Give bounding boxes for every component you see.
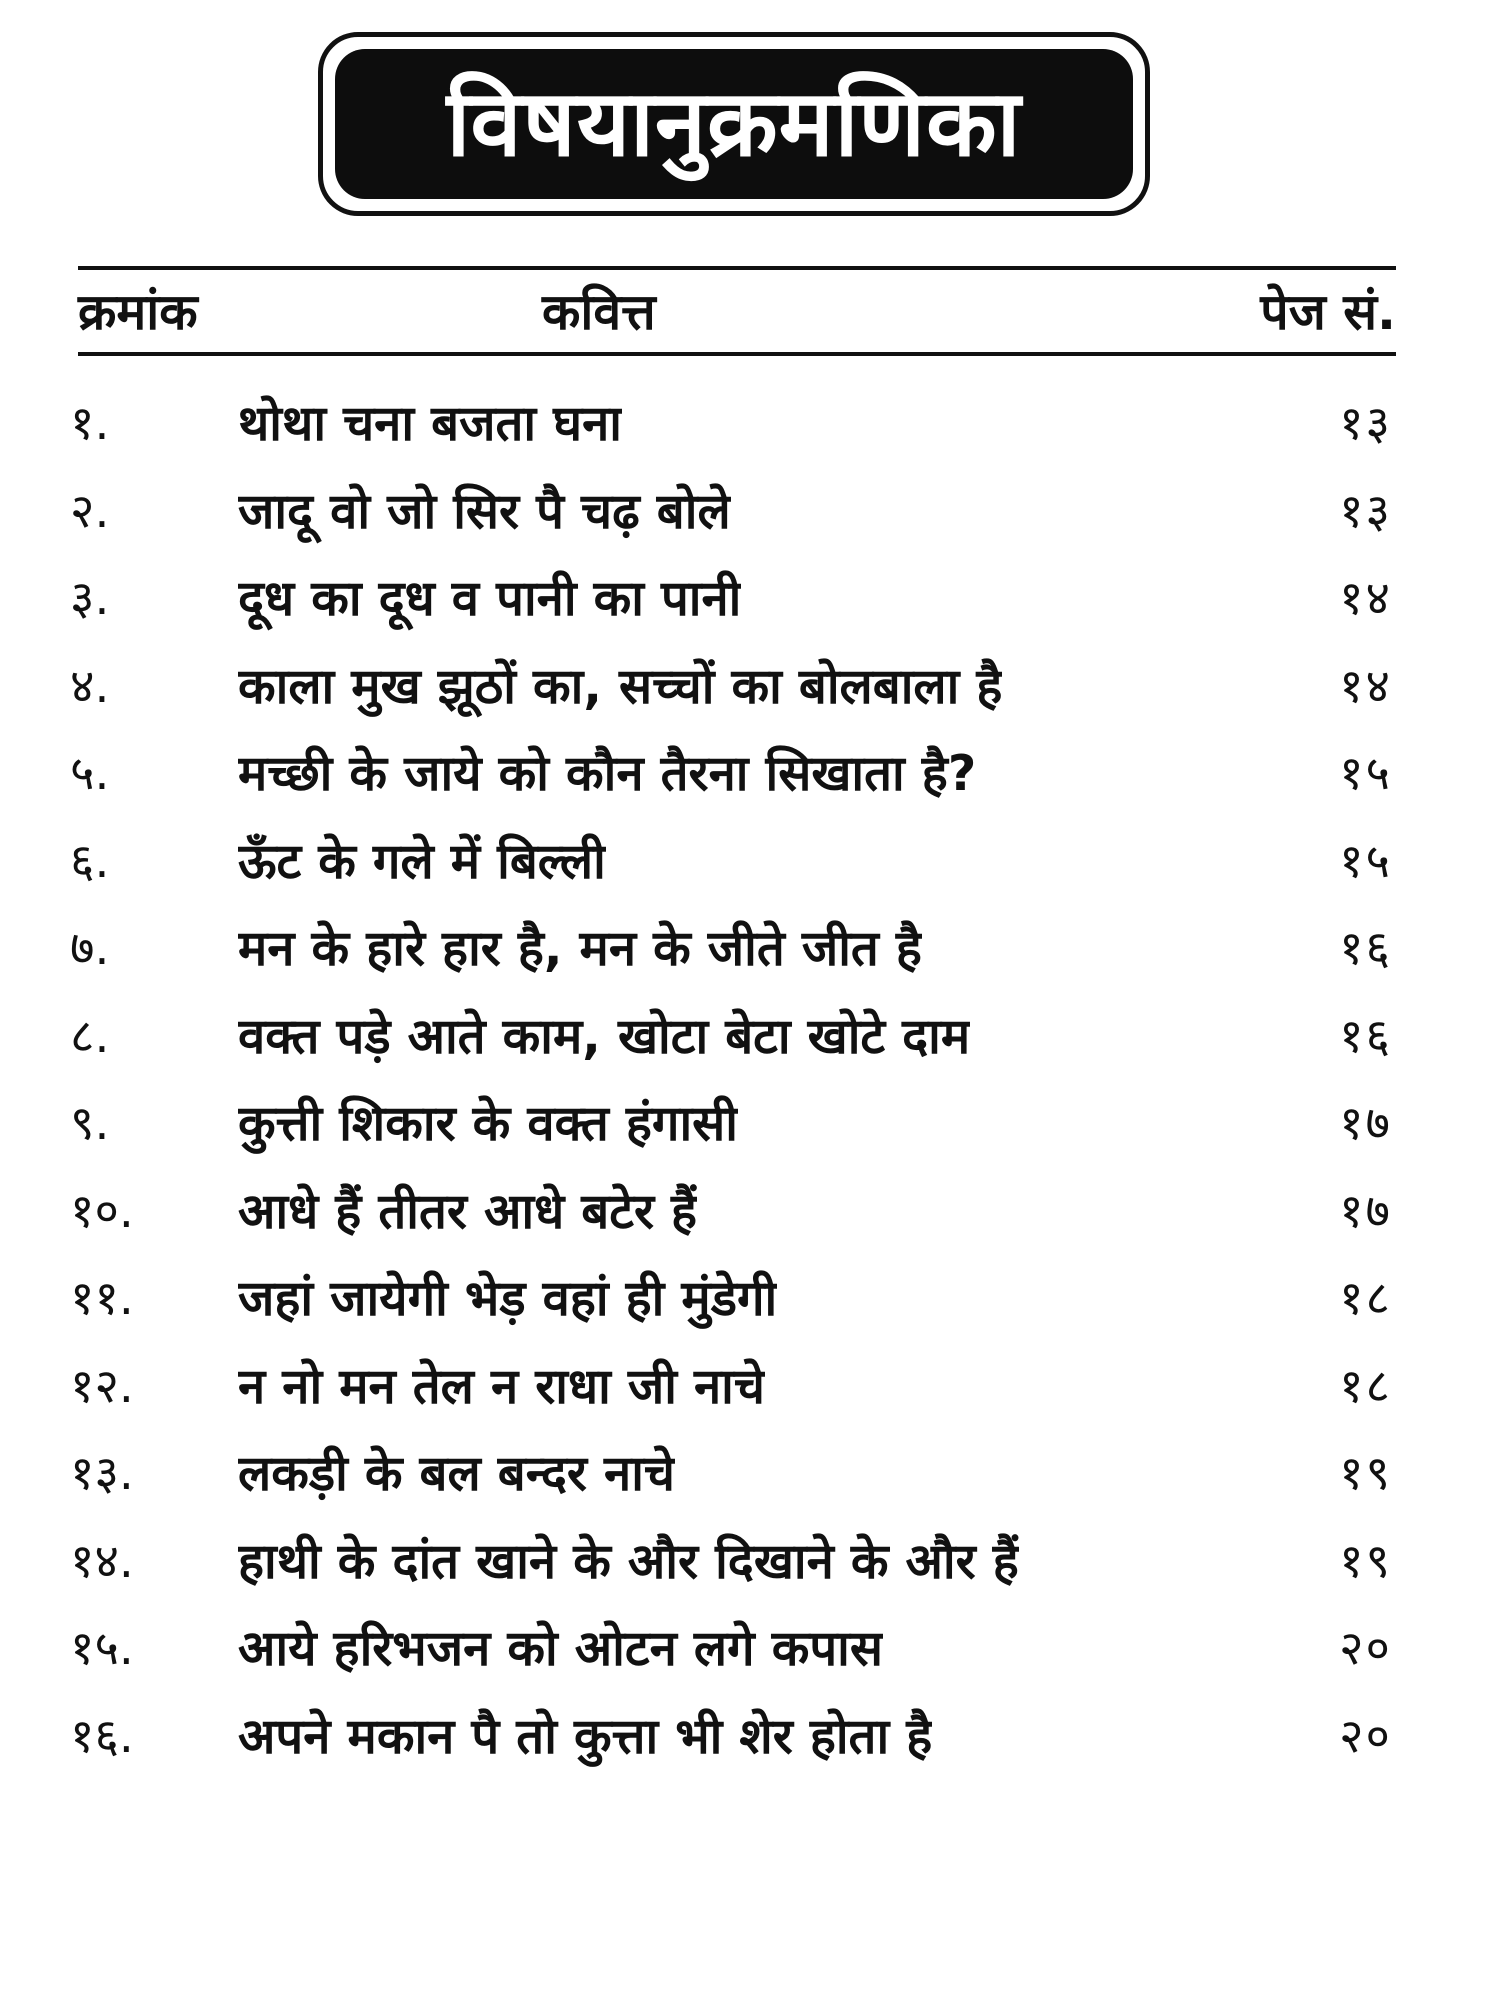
entry-number: ६. — [70, 833, 110, 889]
entry-title: ऊँट के गले में बिल्ली — [238, 832, 606, 890]
entry-title: मच्छी के जाये को कौन तैरना सिखाता है? — [238, 745, 977, 802]
entry-title: आधे हैं तीतर आधे बटेर हैं — [238, 1182, 698, 1240]
entry-page-number: १४ — [1339, 571, 1392, 626]
entry-number: ३. — [70, 571, 110, 626]
entry-title: जहां जायेगी भेड़ वहां ही मुंडेगी — [238, 1270, 778, 1327]
list-item — [70, 1168, 1392, 1256]
entry-page-number: १९ — [1339, 1533, 1392, 1589]
list-item — [70, 1430, 1392, 1518]
entry-page-number: १६ — [1339, 921, 1392, 976]
entry-page-number: १८ — [1339, 1271, 1392, 1326]
list-item — [70, 818, 1392, 906]
entry-title: जादू वो जो सिर पै चढ़ बोले — [238, 482, 731, 540]
list-item — [70, 1605, 1392, 1693]
entry-page-number: १८ — [1339, 1358, 1392, 1414]
header-bottom-rule — [78, 352, 1396, 356]
entry-title: काला मुख झूठों का, सच्चों का बोलबाला है — [238, 657, 1003, 715]
entry-page-number: १४ — [1339, 658, 1392, 714]
entry-page-number: १७ — [1339, 1096, 1392, 1151]
entry-title: लकड़ी के बल बन्दर नाचे — [238, 1445, 676, 1502]
entry-title: कुत्ती शिकार के वक्त हंगासी — [238, 1095, 738, 1152]
list-item — [70, 1693, 1392, 1781]
entry-page-number: १७ — [1339, 1183, 1392, 1239]
entry-title: आये हरिभजन को ओटन लगे कपास — [238, 1620, 883, 1677]
contents-list — [70, 380, 1392, 1780]
list-item — [70, 993, 1392, 1081]
entry-page-number: १६ — [1339, 1008, 1392, 1064]
list-item — [70, 380, 1392, 468]
list-item — [70, 468, 1392, 556]
header-top-rule — [78, 266, 1396, 270]
header-page: पेज सं. — [1260, 283, 1396, 341]
list-item — [70, 1343, 1392, 1431]
entry-title: अपने मकान पै तो कुत्ता भी शेर होता है — [238, 1707, 933, 1765]
list-item — [70, 1255, 1392, 1343]
entry-number: २. — [70, 483, 110, 539]
entry-number: ८. — [70, 1008, 110, 1064]
list-item — [70, 1518, 1392, 1606]
entry-page-number: २० — [1339, 1708, 1392, 1764]
entry-page-number: १५ — [1339, 746, 1392, 801]
entry-title: थोथा चना बजता घना — [238, 395, 622, 452]
header-poem: कवित्त — [542, 283, 656, 341]
entry-title: न नो मन तेल न राधा जी नाचे — [238, 1357, 765, 1415]
entry-page-number: २० — [1339, 1621, 1392, 1676]
entry-title: दूध का दूध व पानी का पानी — [238, 570, 742, 627]
entry-number: १५. — [70, 1621, 134, 1676]
table-header — [78, 276, 1396, 348]
entry-page-number: १५ — [1339, 833, 1392, 889]
list-item — [70, 555, 1392, 643]
entry-number: ११. — [70, 1271, 134, 1326]
title-frame — [318, 32, 1150, 216]
entry-number: १३. — [70, 1446, 134, 1501]
entry-number: ५. — [70, 746, 110, 801]
header-serial: क्रमांक — [78, 283, 198, 341]
entry-title: हाथी के दांत खाने के और दिखाने के और हैं — [238, 1532, 1019, 1590]
entry-page-number: १९ — [1339, 1446, 1392, 1501]
entry-number: ९. — [70, 1096, 110, 1151]
list-item — [70, 905, 1392, 993]
entry-number: ७. — [70, 921, 110, 976]
entry-number: १४. — [70, 1533, 134, 1589]
entry-number: १०. — [70, 1183, 134, 1239]
list-item — [70, 1080, 1392, 1168]
list-item — [70, 730, 1392, 818]
entry-title: वक्त पड़े आते काम, खोटा बेटा खोटे दाम — [238, 1007, 971, 1065]
entry-page-number: १३ — [1339, 396, 1392, 451]
entry-title: मन के हारे हार है, मन के जीते जीत है — [238, 920, 922, 977]
entry-number: १. — [70, 396, 110, 451]
list-item — [70, 643, 1392, 731]
entry-number: १६. — [70, 1708, 134, 1764]
entry-number: ४. — [70, 658, 110, 714]
entry-page-number: १३ — [1339, 483, 1392, 539]
page-title: विषयानुक्रमणिका — [446, 70, 1022, 177]
title-banner — [335, 49, 1133, 199]
entry-number: १२. — [70, 1358, 134, 1414]
